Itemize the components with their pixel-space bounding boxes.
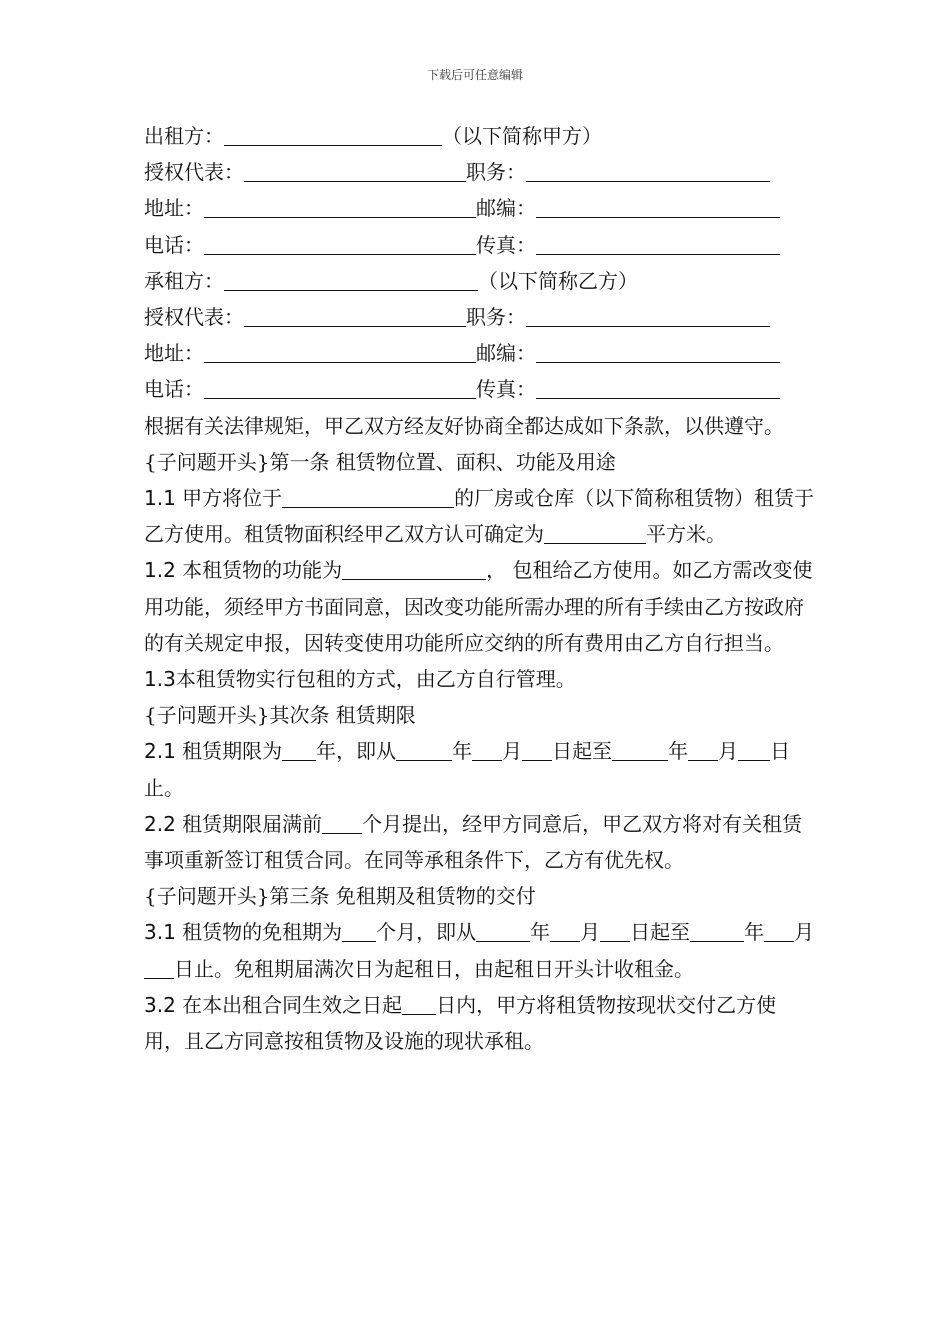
free-end-day-field[interactable] — [144, 954, 174, 979]
clause-number: 2.2 — [144, 811, 176, 836]
clause-text: 本租赁物的功能为 — [182, 558, 343, 583]
end-month-field[interactable] — [688, 736, 718, 761]
lessor-name-label: 出租方： — [144, 124, 224, 148]
lessor-title-field[interactable] — [526, 157, 770, 182]
lessor-name-line — [144, 118, 816, 154]
clause-1-3 — [144, 661, 816, 697]
clause-2-2 — [144, 806, 816, 878]
clause-3-1 — [144, 914, 816, 986]
clause-number: 1.3 — [144, 667, 176, 692]
clause-text: 个月，即从 — [376, 920, 477, 945]
clause-text: ， 包租给乙方使用。如乙方需改变使用功能，须经甲方书面同意，因改变功能所需办理的所有手续由乙方按政府的有关规定申报，因转变使用功能所应交纳的所有费用由乙方自行担当。 — [144, 558, 813, 655]
start-day-field[interactable] — [522, 736, 552, 761]
clause-text: 年 — [452, 739, 473, 764]
article1-heading: {子问题开头}第一条 租赁物位置、面积、功能及用途 — [144, 449, 616, 474]
lessor-rep-label: 授权代表： — [144, 160, 244, 185]
lessor-name-note: （以下简称甲方） — [442, 124, 602, 148]
lessor-addr-field[interactable] — [204, 193, 476, 218]
lessor-name-field[interactable] — [224, 121, 442, 146]
function-field[interactable] — [342, 555, 486, 580]
lessor-addr-label: 地址： — [144, 196, 204, 221]
lessor-phone-label: 电话： — [144, 232, 204, 257]
lessee-rep-field[interactable] — [244, 302, 466, 327]
lessee-rep-line — [144, 299, 816, 335]
start-year-field[interactable] — [396, 736, 452, 761]
clause-text: 个月提出，经甲方同意后，甲乙双方将对有关租赁事项重新签订租赁合同。在同等承租条件下，乙方有优先权。 — [144, 811, 803, 873]
clause-text: 租赁物的免租期为 — [182, 920, 343, 945]
clause-2-1 — [144, 733, 816, 805]
start-month-field[interactable] — [472, 736, 502, 761]
contract-body — [144, 118, 816, 1059]
clause-text: 甲方将位于 — [182, 486, 283, 511]
clause-number: 3.2 — [144, 992, 176, 1017]
lessor-phone-field[interactable] — [204, 230, 476, 255]
clause-text: 日止。 — [144, 739, 791, 800]
lessee-postcode-field[interactable] — [536, 338, 780, 363]
free-start-year-field[interactable] — [476, 917, 530, 942]
clause-text: 年 — [744, 920, 765, 945]
page-header: 下载后可任意编辑 — [426, 68, 523, 82]
lessee-name-label: 承租方： — [144, 268, 224, 293]
clause-number: 1.1 — [144, 486, 176, 511]
lessee-rep-label: 授权代表： — [144, 305, 244, 330]
clause-text: 月 — [580, 920, 601, 945]
clause-number: 2.1 — [144, 739, 176, 764]
clause-text: 租赁期限为 — [182, 739, 283, 764]
lessee-addr-field[interactable] — [204, 338, 476, 363]
lessee-name-field[interactable] — [224, 266, 478, 291]
end-day-field[interactable] — [738, 736, 770, 761]
clause-1-2 — [144, 552, 816, 661]
delivery-days-field[interactable] — [402, 990, 436, 1015]
clause-text: 月 — [502, 739, 523, 764]
lessor-postcode-label: 邮编： — [476, 196, 536, 221]
location-field[interactable] — [282, 483, 454, 508]
clause-text: 在本出租合同生效之日起 — [182, 992, 403, 1017]
free-end-month-field[interactable] — [764, 917, 794, 942]
clause-text: 平方米。 — [646, 522, 726, 547]
lessor-phone-line — [144, 227, 816, 263]
article3-heading: {子问题开头}第三条 免租期及租赁物的交付 — [144, 884, 536, 909]
lessor-fax-field[interactable] — [536, 230, 780, 255]
free-end-year-field[interactable] — [690, 917, 744, 942]
lessor-rep-field[interactable] — [244, 157, 466, 182]
lessor-addr-line — [144, 190, 816, 226]
end-year-field[interactable] — [612, 736, 668, 761]
lessee-name-line — [144, 263, 816, 299]
clause-text: 月 — [718, 739, 739, 764]
clause-text: 日止。免租期届满次日为起租日，由起租日开头计收租金。 — [174, 956, 694, 981]
lessee-fax-field[interactable] — [536, 374, 780, 399]
clause-1-1 — [144, 480, 816, 552]
lessee-phone-line — [144, 371, 816, 407]
article2-heading: {子问题开头}其次条 租赁期限 — [144, 703, 416, 728]
clause-text: 本租赁物实行包租的方式，由乙方自行管理。 — [175, 667, 576, 692]
free-start-day-field[interactable] — [600, 917, 630, 942]
lessor-fax-label: 传真： — [476, 232, 536, 257]
lessee-addr-line — [144, 335, 816, 371]
clause-3-2 — [144, 987, 816, 1059]
clause-text: 租赁期限届满前 — [182, 811, 323, 836]
intro-paragraph: 根据有关法律规矩，甲乙双方经友好协商全都达成如下条款，以供遵守。 — [144, 413, 784, 438]
clause-text: 年 — [668, 739, 689, 764]
lessee-phone-label: 电话： — [144, 377, 204, 402]
lessor-title-label: 职务： — [466, 160, 526, 185]
area-field[interactable] — [544, 519, 646, 544]
free-start-month-field[interactable] — [550, 917, 580, 942]
lessee-title-label: 职务： — [466, 305, 526, 330]
lessor-rep-line — [144, 154, 816, 190]
clause-text: 年 — [530, 920, 551, 945]
clause-text: 年，即从 — [316, 739, 397, 764]
term-years-field[interactable] — [282, 736, 316, 761]
lessee-postcode-label: 邮编： — [476, 341, 536, 366]
clause-text: 日内，甲方将租赁物按现状交付乙方使用，且乙方同意按租赁物及设施的现状承租。 — [144, 992, 777, 1054]
lessee-name-note: （以下简称乙方） — [478, 268, 638, 293]
notice-months-field[interactable] — [322, 809, 362, 834]
clause-number: 3.1 — [144, 920, 176, 945]
clause-text: 月 — [794, 920, 815, 945]
lessee-addr-label: 地址： — [144, 341, 204, 366]
lessor-postcode-field[interactable] — [536, 193, 780, 218]
free-months-field[interactable] — [342, 917, 376, 942]
clause-text: 日起至 — [552, 739, 613, 764]
lessee-fax-label: 传真： — [476, 377, 536, 402]
lessee-title-field[interactable] — [526, 302, 770, 327]
clause-text: 的厂房或仓库（以下简称租赁物）租赁于乙方使用。租赁物面积经甲乙双方认可确定为 — [144, 486, 815, 547]
lessee-phone-field[interactable] — [204, 374, 476, 399]
clause-number: 1.2 — [144, 558, 176, 583]
clause-text: 日起至 — [630, 920, 691, 945]
